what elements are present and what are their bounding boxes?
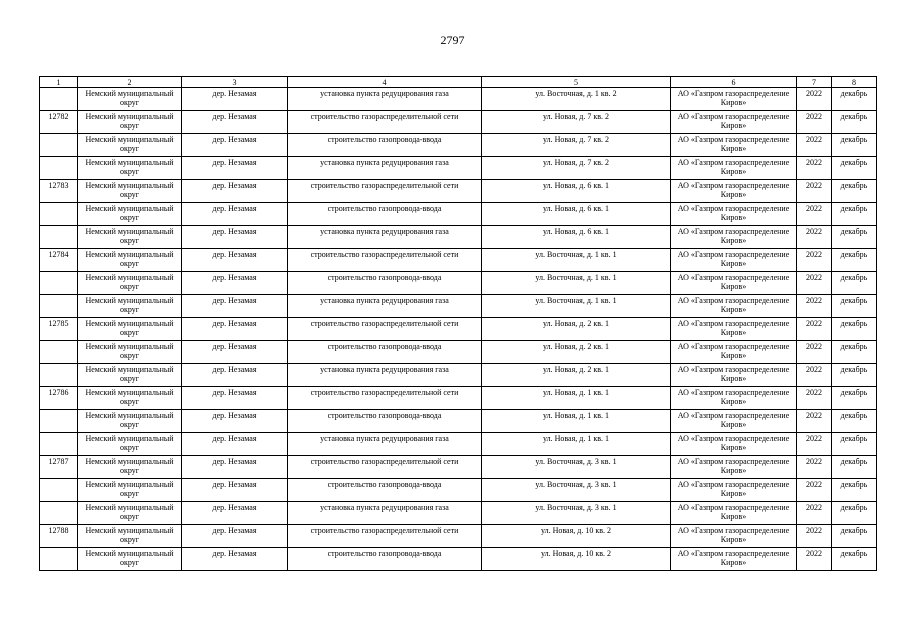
table-cell (40, 479, 78, 502)
table-cell (40, 157, 78, 180)
table-cell: 12787 (40, 456, 78, 479)
table-cell: ул. Восточная, д. 3 кв. 1 (482, 479, 671, 502)
table-cell: Немский муниципальный округ (78, 548, 182, 571)
table-cell: декабрь (832, 525, 877, 548)
table-cell: 2022 (797, 249, 832, 272)
table-cell: 2022 (797, 479, 832, 502)
table-cell: 2022 (797, 548, 832, 571)
table-cell: ул. Восточная, д. 1 кв. 1 (482, 249, 671, 272)
table-cell: декабрь (832, 295, 877, 318)
table-row (40, 249, 877, 272)
table-cell: Немский муниципальный округ (78, 203, 182, 226)
table-cell: ул. Новая, д. 10 кв. 2 (482, 525, 671, 548)
table-cell: Немский муниципальный округ (78, 456, 182, 479)
table-body (40, 77, 877, 571)
column-header: 4 (288, 77, 482, 88)
table-cell: АО «Газпром газораспределение Киров» (671, 157, 797, 180)
table-cell: Немский муниципальный округ (78, 433, 182, 456)
table-cell: декабрь (832, 502, 877, 525)
table-cell (40, 272, 78, 295)
table-cell: декабрь (832, 318, 877, 341)
table-row (40, 157, 877, 180)
table-cell: декабрь (832, 387, 877, 410)
table-cell: 2022 (797, 134, 832, 157)
table-cell: декабрь (832, 249, 877, 272)
table-cell: Немский муниципальный округ (78, 295, 182, 318)
table-row (40, 226, 877, 249)
table-row (40, 180, 877, 203)
table-row (40, 272, 877, 295)
table-cell: строительство газопровода-ввода (288, 410, 482, 433)
table-cell: АО «Газпром газораспределение Киров» (671, 387, 797, 410)
table-cell: 2022 (797, 111, 832, 134)
table-cell: дер. Незамая (182, 548, 288, 571)
table-cell: дер. Незамая (182, 525, 288, 548)
gasification-table (39, 76, 877, 571)
table-cell: дер. Незамая (182, 502, 288, 525)
table-cell: АО «Газпром газораспределение Киров» (671, 203, 797, 226)
table-cell: дер. Незамая (182, 456, 288, 479)
table-row (40, 479, 877, 502)
table-row (40, 410, 877, 433)
table-cell (40, 364, 78, 387)
table-cell: ул. Новая, д. 7 кв. 2 (482, 111, 671, 134)
table-cell: ул. Восточная, д. 3 кв. 1 (482, 502, 671, 525)
table-cell: декабрь (832, 433, 877, 456)
table-cell: 12783 (40, 180, 78, 203)
table-row (40, 295, 877, 318)
table-cell: строительство газораспределительной сети (288, 525, 482, 548)
table-cell: 12788 (40, 525, 78, 548)
table-cell: строительство газопровода-ввода (288, 272, 482, 295)
table-cell: 2022 (797, 387, 832, 410)
table-cell: Немский муниципальный округ (78, 364, 182, 387)
table-cell: 2022 (797, 456, 832, 479)
table-cell: строительство газораспределительной сети (288, 456, 482, 479)
table-cell: 2022 (797, 525, 832, 548)
table-cell: 12784 (40, 249, 78, 272)
table-cell: Немский муниципальный округ (78, 272, 182, 295)
table-row (40, 341, 877, 364)
table-cell: декабрь (832, 226, 877, 249)
table-cell: АО «Газпром газораспределение Киров» (671, 341, 797, 364)
table-cell: декабрь (832, 548, 877, 571)
table-cell: Немский муниципальный округ (78, 318, 182, 341)
table-cell: 2022 (797, 295, 832, 318)
table-cell: Немский муниципальный округ (78, 387, 182, 410)
table-cell: установка пункта редуцирования газа (288, 364, 482, 387)
table-cell: дер. Незамая (182, 157, 288, 180)
table-cell: ул. Новая, д. 1 кв. 1 (482, 410, 671, 433)
table-cell: ул. Новая, д. 10 кв. 2 (482, 548, 671, 571)
table-cell: Немский муниципальный округ (78, 226, 182, 249)
table-cell: декабрь (832, 456, 877, 479)
table-cell: строительство газораспределительной сети (288, 111, 482, 134)
column-header: 6 (671, 77, 797, 88)
table-cell: дер. Незамая (182, 364, 288, 387)
table-cell: установка пункта редуцирования газа (288, 295, 482, 318)
table-cell: строительство газораспределительной сети (288, 318, 482, 341)
table-cell (40, 502, 78, 525)
table-row (40, 433, 877, 456)
table-cell: Немский муниципальный округ (78, 502, 182, 525)
table-cell: Немский муниципальный округ (78, 180, 182, 203)
table-cell: дер. Незамая (182, 341, 288, 364)
table-cell: АО «Газпром газораспределение Киров» (671, 410, 797, 433)
table-cell: установка пункта редуцирования газа (288, 88, 482, 111)
table-cell: дер. Незамая (182, 111, 288, 134)
table-cell: строительство газопровода-ввода (288, 203, 482, 226)
table-cell: строительство газораспределительной сети (288, 180, 482, 203)
table-cell: АО «Газпром газораспределение Киров» (671, 433, 797, 456)
table-cell: Немский муниципальный округ (78, 134, 182, 157)
table-cell: дер. Незамая (182, 203, 288, 226)
table-cell (40, 226, 78, 249)
table-cell: АО «Газпром газораспределение Киров» (671, 502, 797, 525)
table-cell: декабрь (832, 410, 877, 433)
table-cell: ул. Восточная, д. 1 кв. 1 (482, 272, 671, 295)
table-cell: дер. Незамая (182, 88, 288, 111)
table-row (40, 502, 877, 525)
column-header: 7 (797, 77, 832, 88)
table-cell: АО «Газпром газораспределение Киров» (671, 318, 797, 341)
table-cell: Немский муниципальный округ (78, 525, 182, 548)
table-cell: декабрь (832, 203, 877, 226)
table-cell: декабрь (832, 479, 877, 502)
table-cell: 2022 (797, 157, 832, 180)
table-cell: декабрь (832, 272, 877, 295)
table-cell: ул. Новая, д. 6 кв. 1 (482, 226, 671, 249)
table-cell: дер. Незамая (182, 387, 288, 410)
table-cell: АО «Газпром газораспределение Киров» (671, 88, 797, 111)
table-cell: дер. Незамая (182, 318, 288, 341)
table-cell: АО «Газпром газораспределение Киров» (671, 226, 797, 249)
column-header: 1 (40, 77, 78, 88)
table-cell: ул. Новая, д. 2 кв. 1 (482, 341, 671, 364)
table-cell: 2022 (797, 502, 832, 525)
column-header: 8 (832, 77, 877, 88)
table-cell: 2022 (797, 364, 832, 387)
table-cell: 2022 (797, 318, 832, 341)
column-header: 2 (78, 77, 182, 88)
table-cell: строительство газопровода-ввода (288, 341, 482, 364)
table-row (40, 456, 877, 479)
table-cell: строительство газопровода-ввода (288, 134, 482, 157)
table-cell: ул. Новая, д. 7 кв. 2 (482, 157, 671, 180)
table-cell: АО «Газпром газораспределение Киров» (671, 111, 797, 134)
table-cell: ул. Новая, д. 1 кв. 1 (482, 433, 671, 456)
table-cell: декабрь (832, 180, 877, 203)
table-cell: 2022 (797, 433, 832, 456)
table-row (40, 88, 877, 111)
table-cell: 2022 (797, 226, 832, 249)
table-cell: Немский муниципальный округ (78, 249, 182, 272)
table-cell: Немский муниципальный округ (78, 341, 182, 364)
table-cell: декабрь (832, 364, 877, 387)
table-cell: ул. Новая, д. 2 кв. 1 (482, 364, 671, 387)
table-cell: 2022 (797, 180, 832, 203)
table-cell: 2022 (797, 203, 832, 226)
table-cell: ул. Новая, д. 1 кв. 1 (482, 387, 671, 410)
table-cell: декабрь (832, 134, 877, 157)
table-cell: строительство газораспределительной сети (288, 387, 482, 410)
table-cell: дер. Незамая (182, 272, 288, 295)
table-cell: ул. Новая, д. 2 кв. 1 (482, 318, 671, 341)
table-cell: АО «Газпром газораспределение Киров» (671, 479, 797, 502)
table-cell: дер. Незамая (182, 479, 288, 502)
table-cell: строительство газораспределительной сети (288, 249, 482, 272)
table-cell: АО «Газпром газораспределение Киров» (671, 525, 797, 548)
table-cell: ул. Восточная, д. 1 кв. 2 (482, 88, 671, 111)
table-cell: строительство газопровода-ввода (288, 479, 482, 502)
table-cell: дер. Незамая (182, 226, 288, 249)
table-cell: ул. Новая, д. 6 кв. 1 (482, 203, 671, 226)
table-cell: дер. Незамая (182, 410, 288, 433)
table-cell: 2022 (797, 341, 832, 364)
table-cell: 2022 (797, 272, 832, 295)
table-cell: АО «Газпром газораспределение Киров» (671, 456, 797, 479)
table-cell (40, 295, 78, 318)
header-row (40, 77, 877, 88)
table-cell: дер. Незамая (182, 433, 288, 456)
table-cell: установка пункта редуцирования газа (288, 502, 482, 525)
table-row (40, 203, 877, 226)
table-row (40, 525, 877, 548)
column-header: 3 (182, 77, 288, 88)
table-cell: строительство газопровода-ввода (288, 548, 482, 571)
table-cell: ул. Восточная, д. 3 кв. 1 (482, 456, 671, 479)
table-cell: декабрь (832, 88, 877, 111)
table-cell (40, 88, 78, 111)
table-cell: дер. Незамая (182, 134, 288, 157)
table-cell: ул. Новая, д. 6 кв. 1 (482, 180, 671, 203)
table-cell (40, 548, 78, 571)
table-cell: Немский муниципальный округ (78, 410, 182, 433)
table-cell: дер. Незамая (182, 295, 288, 318)
column-header: 5 (482, 77, 671, 88)
table-cell: дер. Незамая (182, 249, 288, 272)
table-cell: 2022 (797, 88, 832, 111)
table-cell: АО «Газпром газораспределение Киров» (671, 548, 797, 571)
table-cell (40, 341, 78, 364)
table-cell: декабрь (832, 111, 877, 134)
table-cell: Немский муниципальный округ (78, 88, 182, 111)
table-row (40, 364, 877, 387)
table-cell (40, 203, 78, 226)
table-row (40, 134, 877, 157)
table-row (40, 318, 877, 341)
table-cell: АО «Газпром газораспределение Киров» (671, 134, 797, 157)
table-cell: ул. Восточная, д. 1 кв. 1 (482, 295, 671, 318)
table-row (40, 548, 877, 571)
table-cell (40, 410, 78, 433)
table-cell: 12786 (40, 387, 78, 410)
table-cell: АО «Газпром газораспределение Киров» (671, 249, 797, 272)
table-cell: декабрь (832, 157, 877, 180)
table-cell: декабрь (832, 341, 877, 364)
table-cell: ул. Новая, д. 7 кв. 2 (482, 134, 671, 157)
table-cell: Немский муниципальный округ (78, 479, 182, 502)
table-cell: Немский муниципальный округ (78, 111, 182, 134)
table-cell: АО «Газпром газораспределение Киров» (671, 295, 797, 318)
table-cell: установка пункта редуцирования газа (288, 226, 482, 249)
table-cell: установка пункта редуцирования газа (288, 433, 482, 456)
table-cell (40, 134, 78, 157)
table-row (40, 111, 877, 134)
table-cell: АО «Газпром газораспределение Киров» (671, 180, 797, 203)
table-cell: 12785 (40, 318, 78, 341)
table-cell: дер. Незамая (182, 180, 288, 203)
table-cell: установка пункта редуцирования газа (288, 157, 482, 180)
table-cell: Немский муниципальный округ (78, 157, 182, 180)
table-cell: АО «Газпром газораспределение Киров» (671, 364, 797, 387)
table-cell: 12782 (40, 111, 78, 134)
table-cell: АО «Газпром газораспределение Киров» (671, 272, 797, 295)
page-number: 2797 (440, 33, 465, 47)
table-cell: 2022 (797, 410, 832, 433)
table-cell (40, 433, 78, 456)
table-row (40, 387, 877, 410)
